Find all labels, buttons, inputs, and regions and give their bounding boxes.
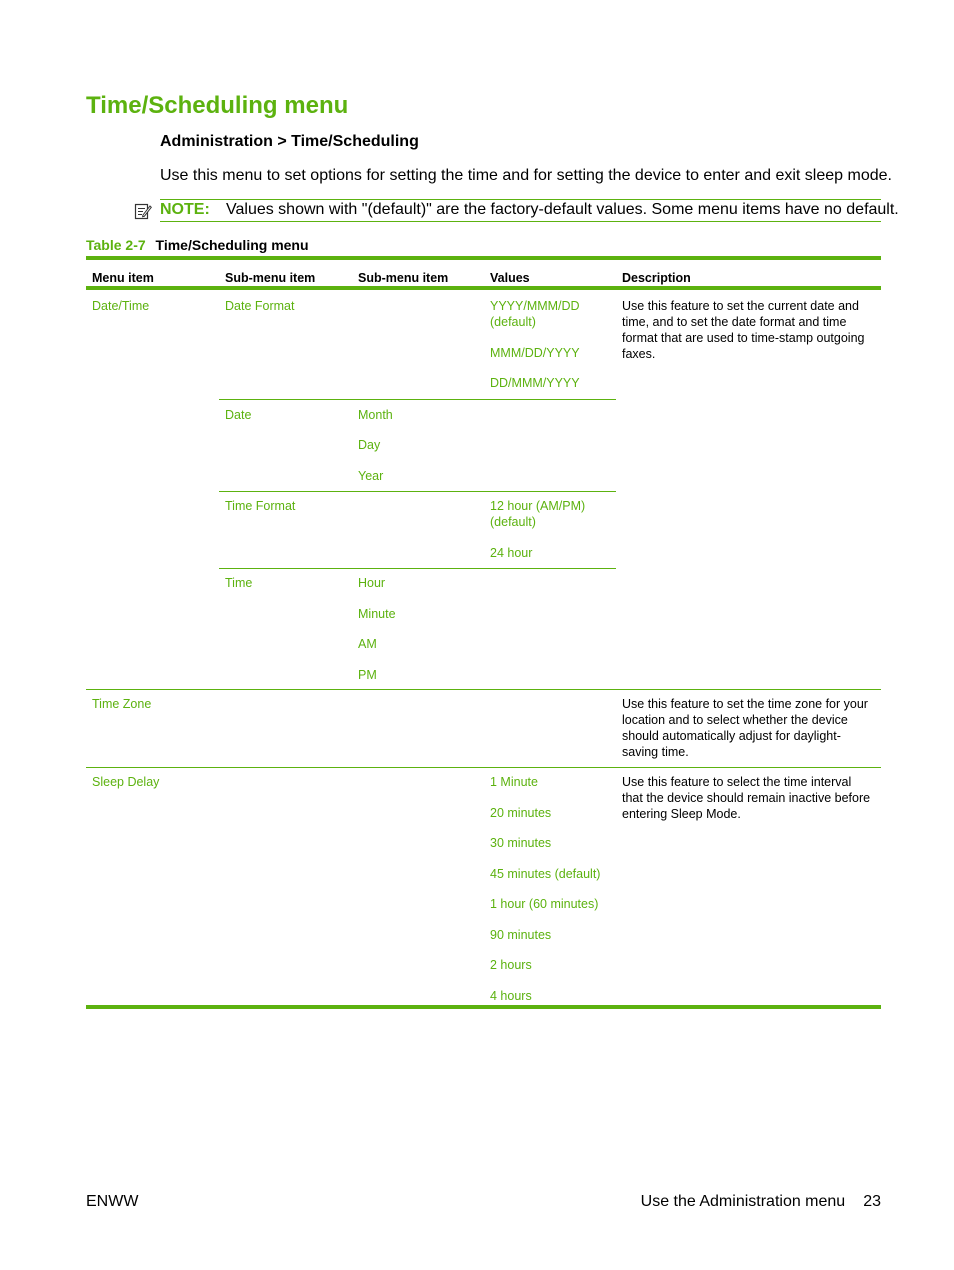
value-item: 90 minutes	[490, 928, 552, 942]
header-values: Values	[484, 258, 616, 288]
value-item: 1 Minute	[490, 775, 538, 789]
header-description: Description	[616, 258, 881, 288]
page-number: 23	[863, 1193, 881, 1210]
footer-section-title: Use the Administration menu	[640, 1193, 846, 1210]
description-sleep-delay: Use this feature to select the time interval that the device should remain inactive before entering Sleep Mode.	[622, 775, 871, 821]
table-row	[86, 768, 881, 1009]
header-sub-menu-item-2: Sub-menu item	[352, 258, 484, 288]
time-scheduling-table	[86, 256, 881, 1008]
subsubmenu-time	[352, 569, 484, 690]
values-empty	[484, 400, 616, 492]
footer-left: ENWW	[86, 1193, 139, 1210]
note-label: NOTE:	[160, 201, 210, 218]
note-box	[134, 199, 899, 223]
value-item: MMM/DD/YYYY	[490, 346, 580, 360]
subsub-item: Hour	[358, 576, 386, 590]
note-bottom-rule	[160, 221, 881, 222]
breadcrumb: Administration > Time/Scheduling	[160, 133, 419, 150]
subsub-item: Day	[358, 438, 381, 452]
values-time-format	[484, 492, 616, 569]
value-item: DD/MMM/YYYY	[490, 376, 580, 390]
subsub-item: Year	[358, 469, 384, 483]
intro-paragraph: Use this menu to set options for setting the time and for setting the device to enter and exit sleep mode.	[160, 167, 892, 184]
subsub-item: Month	[358, 408, 393, 422]
menu-item-date-time: Date/Time	[92, 299, 150, 313]
submenu-empty	[219, 768, 352, 1009]
description-time-zone: Use this feature to set the time zone for your location and to select whether the device should automatically adjust for daylight-saving time.	[622, 697, 868, 759]
subsub-item: Minute	[358, 607, 396, 621]
values-sleep-delay	[484, 768, 616, 1009]
subsubmenu-date	[352, 400, 484, 492]
table-header-row	[86, 258, 881, 288]
value-item: 4 hours	[490, 989, 532, 1003]
subsubmenu-empty	[352, 492, 484, 569]
note-text: Values shown with "(default)" are the factory-default values. Some menu items have no default.	[226, 201, 899, 218]
table-caption-title: Time/Scheduling menu	[155, 237, 309, 253]
values-date-format	[484, 288, 616, 400]
table-caption	[86, 237, 309, 253]
header-sub-menu-item-1: Sub-menu item	[219, 258, 352, 288]
submenu-empty	[219, 690, 352, 768]
table-row	[86, 288, 881, 400]
page-title: Time/Scheduling menu	[86, 92, 349, 119]
menu-item-time-zone: Time Zone	[92, 697, 152, 711]
menu-item-sleep-delay: Sleep Delay	[92, 775, 160, 789]
subsubmenu-empty	[352, 690, 484, 768]
values-empty	[484, 690, 616, 768]
value-item: 20 minutes	[490, 806, 552, 820]
subsubmenu-empty	[352, 288, 484, 400]
values-empty	[484, 569, 616, 690]
value-item: 24 hour	[490, 546, 533, 560]
submenu-date-format: Date Format	[225, 299, 295, 313]
header-menu-item: Menu item	[86, 258, 219, 288]
subsub-item: AM	[358, 637, 377, 651]
value-item: 30 minutes	[490, 836, 552, 850]
note-top-rule	[160, 199, 881, 200]
note-icon	[134, 202, 152, 220]
subsubmenu-empty	[352, 768, 484, 1009]
value-item: 2 hours	[490, 958, 532, 972]
submenu-time: Time	[225, 576, 253, 590]
submenu-time-format: Time Format	[225, 499, 296, 513]
value-item: YYYY/MMM/DD (default)	[490, 299, 580, 329]
table-row	[86, 690, 881, 768]
description-date-time: Use this feature to set the current date and time, and to set the date format and time format that are used to time-stamp outgoing faxes.	[622, 299, 865, 361]
value-item: 12 hour (AM/PM) (default)	[490, 499, 586, 529]
table-bottom-rule	[86, 1005, 881, 1009]
submenu-date: Date	[225, 408, 252, 422]
subsub-item: PM	[358, 668, 377, 682]
footer-right	[641, 1193, 881, 1211]
value-item: 1 hour (60 minutes)	[490, 897, 599, 911]
value-item: 45 minutes (default)	[490, 867, 601, 881]
table-caption-number: Table 2-7	[86, 237, 146, 253]
